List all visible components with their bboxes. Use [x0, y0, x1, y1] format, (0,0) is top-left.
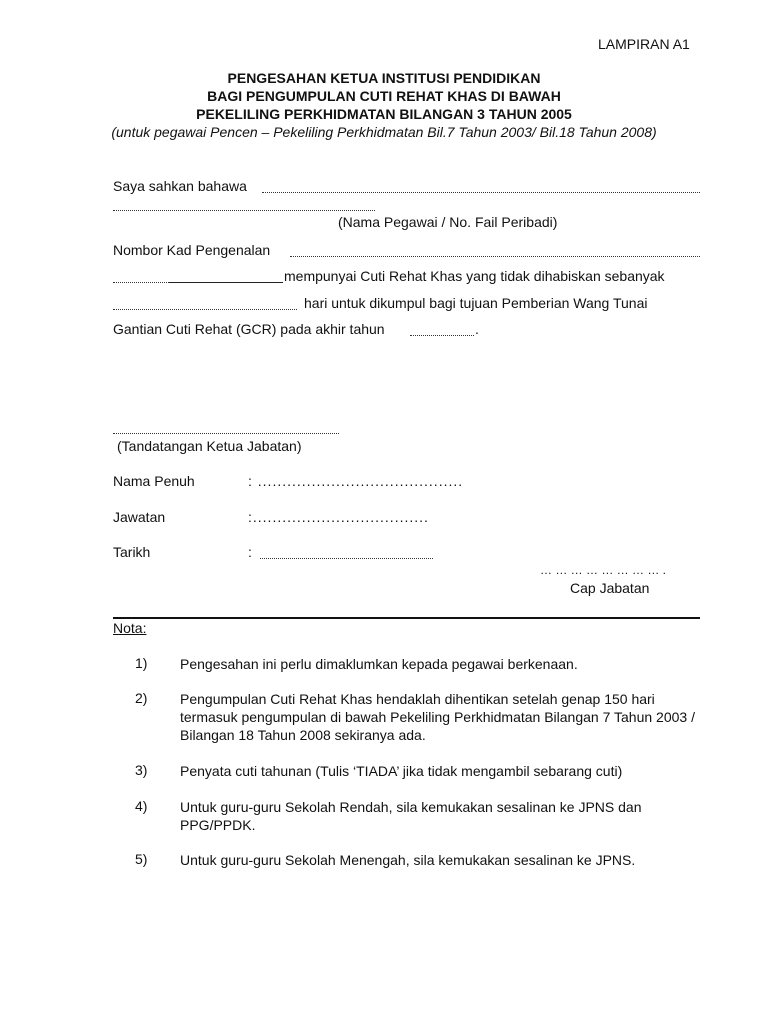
- notes-heading: Nota:: [113, 620, 147, 636]
- date-label: Tarikh: [113, 544, 151, 560]
- note-text: Pengesahan ini perlu dimaklumkan kepada pegawai berkenaan.: [180, 656, 578, 672]
- note-number: 2): [135, 690, 148, 706]
- gcr-text: Gantian Cuti Rehat (GCR) pada akhir tahun: [113, 321, 385, 337]
- title-line-3: PEKELILING PERKHIDMATAN BILANGAN 3 TAHUN 2005: [196, 106, 572, 122]
- note-number: 4): [135, 798, 148, 814]
- position-label: Jawatan: [113, 509, 166, 525]
- stamp-line: … … … … … … … … .: [540, 563, 667, 577]
- ic-number-underline: [169, 282, 283, 283]
- attachment-label: LAMPIRAN A1: [598, 36, 690, 52]
- year-field[interactable]: [410, 335, 474, 336]
- signature-caption: (Tandatangan Ketua Jabatan): [117, 438, 302, 454]
- officer-name-field-continued[interactable]: [113, 210, 375, 211]
- position-field[interactable]: :....................................: [248, 509, 429, 525]
- ic-number-field-continued[interactable]: [113, 282, 169, 283]
- note-text: Untuk guru-guru Sekolah Menengah, sila kemukakan sesalinan ke JPNS.: [180, 852, 636, 868]
- ic-label: Nombor Kad Pengenalan: [113, 242, 271, 258]
- gcr-end: .: [475, 321, 479, 337]
- full-name-label: Nama Penuh: [113, 473, 195, 489]
- name-caption: (Nama Pegawai / No. Fail Peribadi): [338, 214, 558, 230]
- full-name-field[interactable]: : ..........................................: [248, 473, 464, 489]
- certify-label: Saya sahkan bahawa: [113, 178, 247, 194]
- stamp-label: Cap Jabatan: [570, 580, 650, 596]
- officer-name-field[interactable]: [262, 192, 700, 193]
- leave-text: mempunyai Cuti Rehat Khas yang tidak dihabiskan sebanyak: [284, 268, 665, 284]
- note-text: Penyata cuti tahunan (Tulis ‘TIADA’ jika tidak mengambil sebarang cuti): [180, 763, 623, 779]
- note-number: 3): [135, 762, 148, 778]
- note-number: 1): [135, 655, 148, 671]
- note-text: Untuk guru-guru Sekolah Rendah, sila kemukakan sesalinan ke JPNS dan PPG/PPDK.: [180, 799, 642, 833]
- signature-line[interactable]: [113, 433, 339, 434]
- section-divider: [113, 617, 700, 619]
- title-line-1: PENGESAHAN KETUA INSTITUSI PENDIDIKAN: [227, 70, 541, 86]
- note-text: Pengumpulan Cuti Rehat Khas hendaklah dihentikan setelah genap 150 hari termasuk pengumpulan di bawah Pekeliling Perkhidmatan Bilangan 7 Tahun 2003 / Bilangan 18 Tahun 2008 sekiranya ada.: [180, 691, 695, 743]
- note-number: 5): [135, 851, 148, 867]
- days-text: hari untuk dikumpul bagi tujuan Pemberian Wang Tunai: [304, 295, 648, 311]
- subtitle: (untuk pegawai Pencen – Pekeliling Perkhidmatan Bil.7 Tahun 2003/ Bil.18 Tahun 2008): [111, 124, 657, 140]
- date-field[interactable]: [260, 558, 433, 559]
- title-line-2: BAGI PENGUMPULAN CUTI REHAT KHAS DI BAWAH: [207, 88, 561, 104]
- leave-days-field[interactable]: [113, 309, 297, 310]
- date-colon: :: [248, 544, 252, 560]
- ic-number-field[interactable]: [290, 256, 700, 257]
